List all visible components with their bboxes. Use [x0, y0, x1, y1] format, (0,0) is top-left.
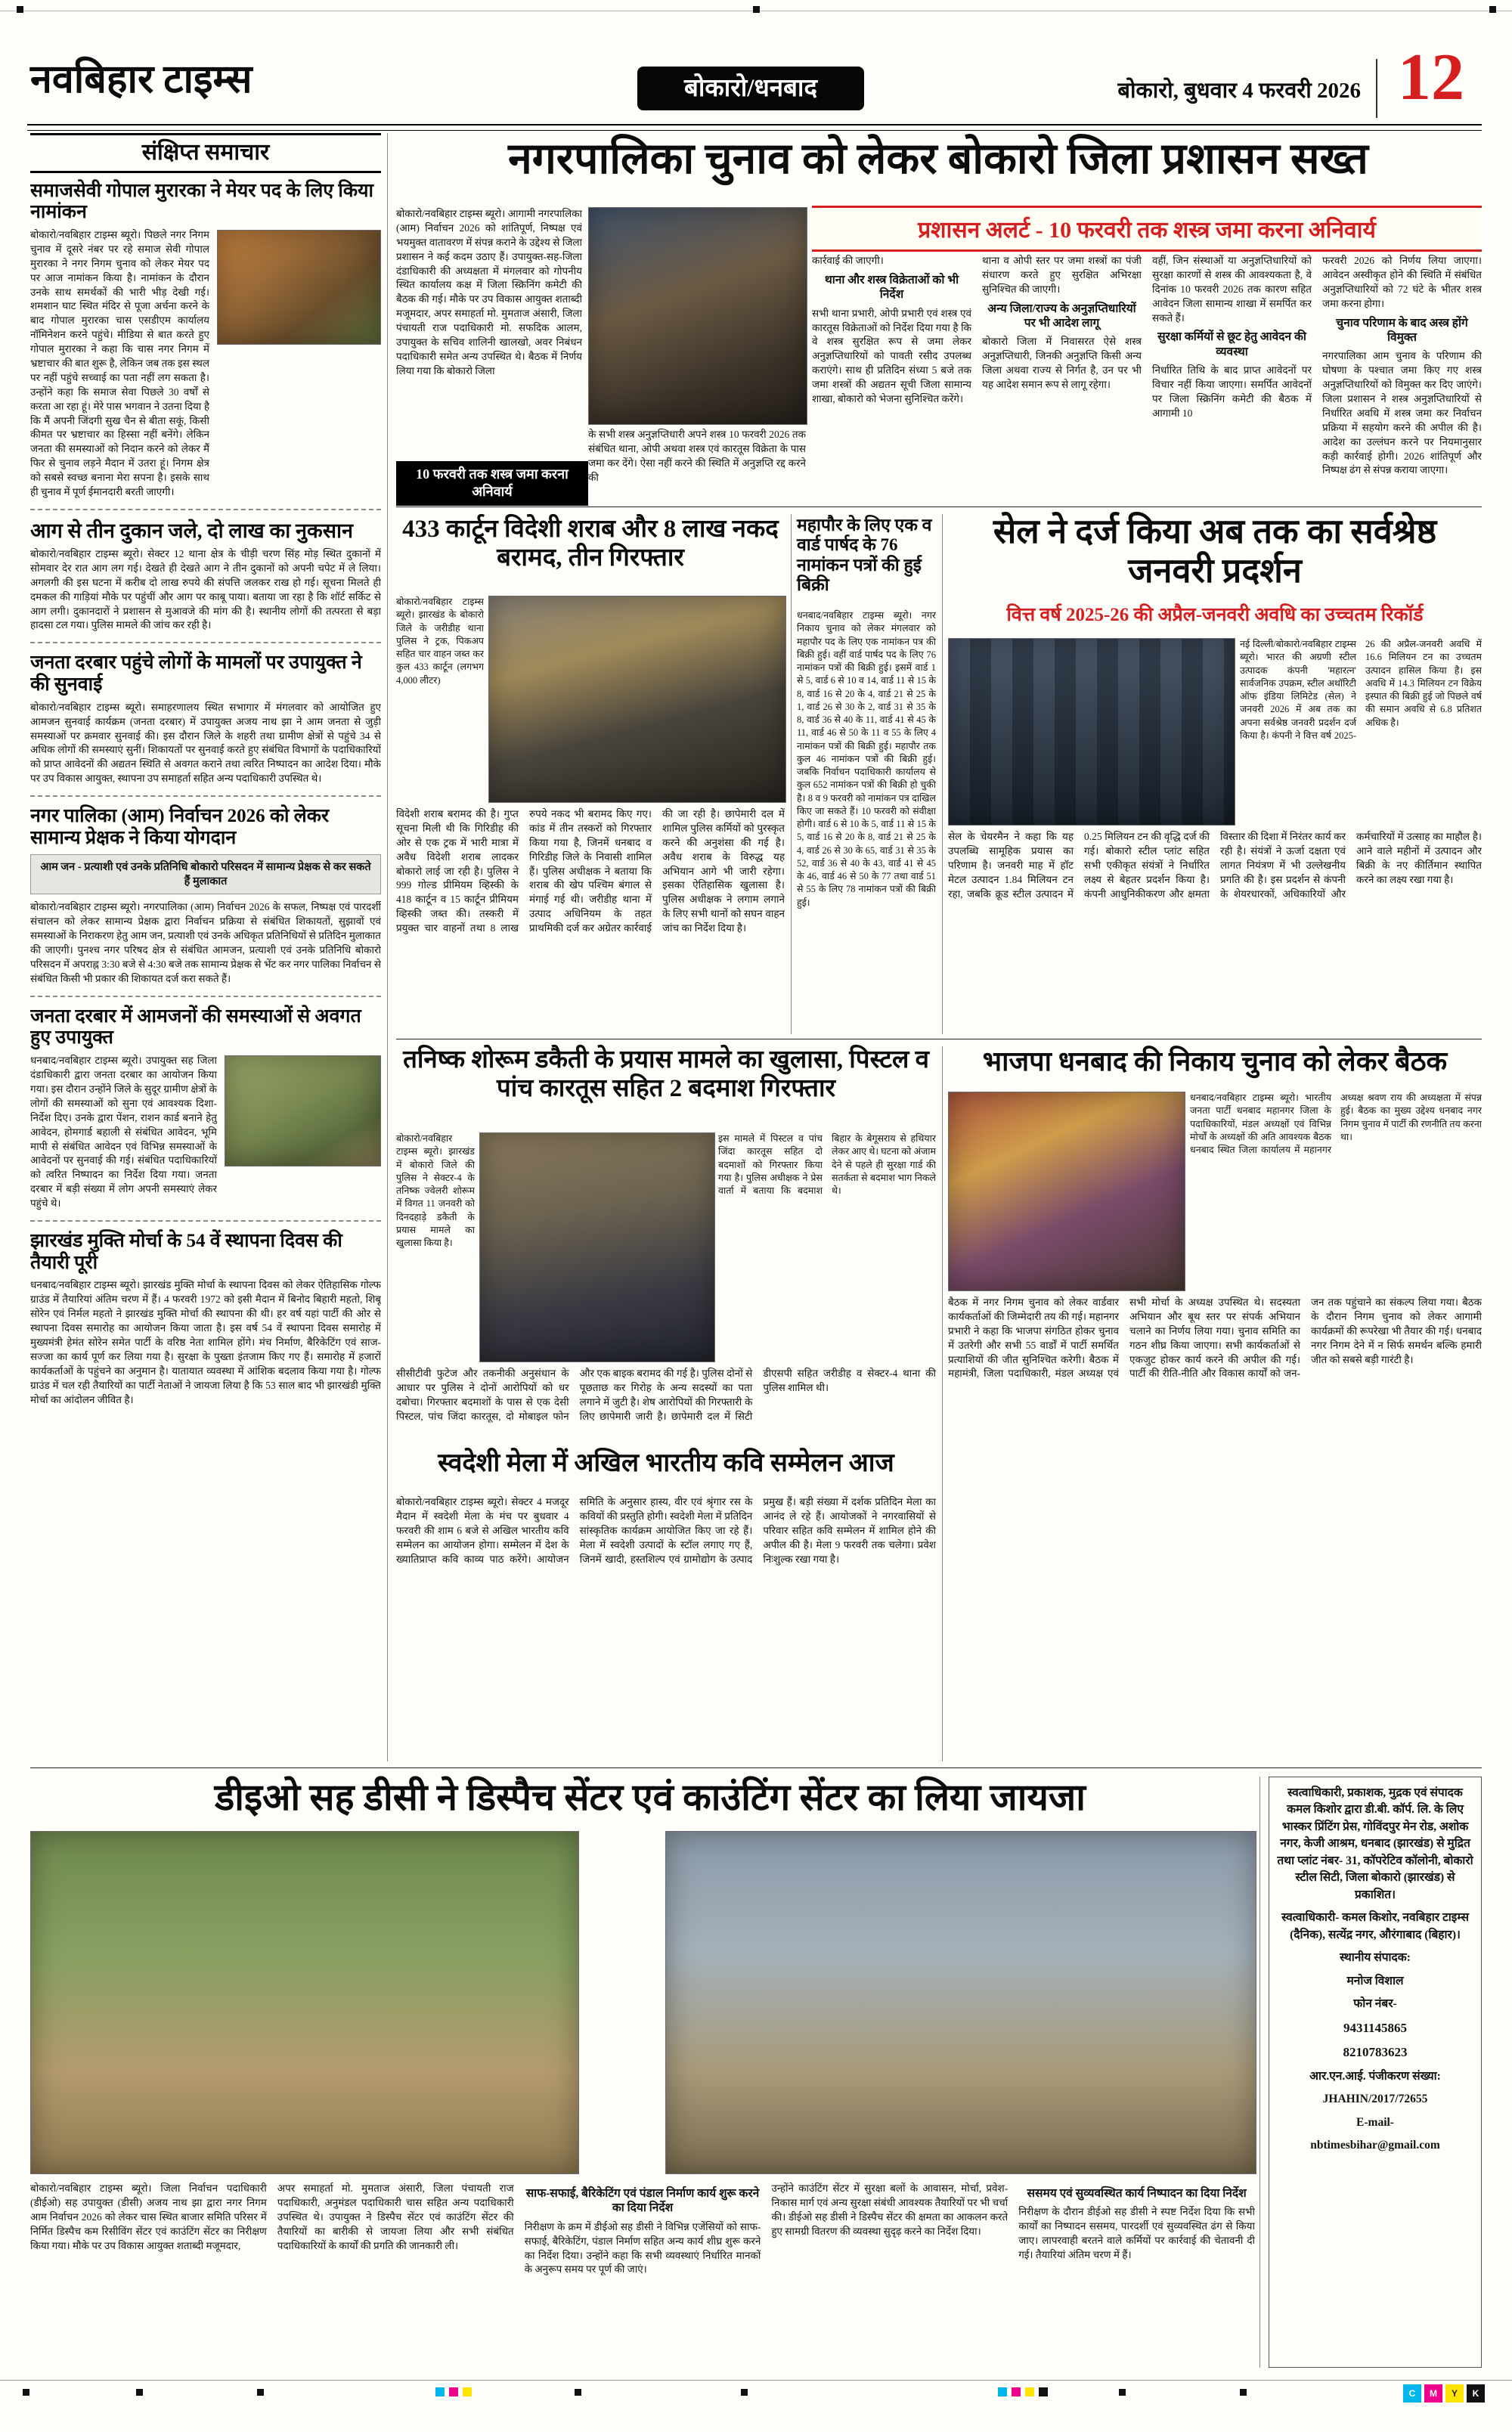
body-text: फरवरी 2026 को निर्णय लिया जाएगा। आवेदन अस्वीकृत होने की स्थिति में संबंधित अनुज्ञप्तिधारियों को 72 घंटे के भीतर शस्त्र जमा करना होगा। [1322, 255, 1482, 309]
dispatch-headline: डीइओ सह डीसी ने डिस्पैच सेंटर एवं काउंटिंग सेंटर का लिया जायजा [215, 1777, 1086, 1818]
brief-body: बोकारो/नवबिहार टाइम्स ब्यूरो। सेक्टर 12 थाना क्षेत्र के चीड़ी चरण सिंह मोड़ स्थित दुकानों में सोमवार देर रात आग लग गई। देखते ही देखते आग ने तीन दुकानों को अपनी चपेट में ले लिया। अगलगी की इस घटना में करीब दो लाख रुपये की संपत्ति जलकर राख हो गई। सूचना मिलते ही दमकल की गाड़ियां मौके पर पहुंचीं और आग पर काबू पाया। बताया जा रहा है कि शॉर्ट सर्किट से आग लगी। दुकानदारों ने प्रशासन से मुआवजे की मांग की है। स्थानीय लोगों की तत्परता से बड़ा हादसा टल गया। पुलिस मामले की जांच कर रही है। [30, 547, 381, 631]
liquor-headline: 433 कार्टून विदेशी शराब और 8 लाख नकद बरामद, तीन गिरफ्तार [402, 516, 779, 572]
brief-item [30, 806, 381, 987]
body-text: बोकारो जिला में निवासरत ऐसे शस्त्र अनुज्ञप्तिधारी, जिनकी अनुज्ञप्ति किसी अन्य जिला अथवा राज्य से निर्गत है, उन पर भी यह आदेश समान रूप से लागू रहेगा। [982, 336, 1142, 391]
janata-darbar-photo [225, 1055, 381, 1166]
tanishq-headline: तनिष्क शोरूम डकैती के प्रयास मामले का खुलासा, पिस्टल व पांच कारतूस सहित 2 बदमाश गिरफ्तार [403, 1046, 929, 1102]
color-dots [998, 2387, 1048, 2396]
bjp-meeting-photo [948, 1092, 1185, 1291]
brief-body: बोकारो/नवबिहार टाइम्स ब्यूरो। पिछले नगर निगम चुनाव में दूसरे नंबर पर रहे समाज सेवी गोपाल मुरारका ने नगर निगम चुनाव को लेकर मेयर पद पर आज नामांकन किया है। नामांकन के दौरान उनके साथ समर्थकों की भारी भीड़ देखी गई। शमशान घाट स्थित मंदिर से पूजा अर्चना करने के बाद गोपाल मुरारका चास एसडीएम कार्यालय नॉमिनेशन करने पहुंचे। मीडिया से बात करते हुए गोपाल मुरारका ने कहा कि चास नगर निगम में भ्रष्टाचार की बात शुरू है, लेकिन जब तक इस स्थल पर नहीं पहुंचे सच्चाई का पता नहीं लग सकता है। उन्होंने कहा कि समाज सेवा पिछले 30 वर्षों से करता आ रहा हूं। मेरे पास भगवान ने उतना दिया है कि मैं अपनी जिंदगी सुख चैन से बीता सकूं, किसी कीमत पर भ्रष्टाचार का हिस्सा नहीं बनेंगे। लेकिन जनता की समस्याओं को निदान करने को लेकर मैं फिर से चुनाव लड़ने मैदान में उतरा हूं। निगम क्षेत्र को सबसे स्वच्छ बनाना मेरा सपना है। इसके साथ ही चुनाव में पूर्ण ईमानदारी बरती जाएगी। [30, 229, 209, 498]
phone-number: 8210783623 [1343, 2045, 1408, 2060]
registration-mark [257, 2389, 264, 2396]
steel-coils-photo [948, 638, 1235, 826]
tanishq-arrest-photo [479, 1132, 715, 1362]
main-col-3 [1152, 254, 1312, 500]
masthead: नवबिहार टाइम्स [30, 58, 253, 101]
bjp-headline: भाजपा धनबाद की निकाय चुनाव को लेकर बैठक [982, 1046, 1448, 1077]
black-dot [1039, 2387, 1048, 2396]
rail-column-rule [387, 133, 388, 1761]
brief-body: धनबाद/नवबिहार टाइम्स ब्यूरो। उपायुक्त सह जिला दंडाधिकारी द्वारा जनता दरबार का आयोजन किया गया। इस दौरान उन्होंने जिले के सुदूर ग्रामीण क्षेत्रों के लोगों की समस्याओं को सुना एवं आवश्यक दिशा-निर्देश दिए। उनके द्वारा पेंशन, राशन कार्ड बनाने हेतु आवेदन, होमगार्ड बहाली से संबंधित आवेदन, भूमि मापी से संबंधित आवेदन एवं विभिन्न समस्याओं के आवेदनों पर सुनवाई की गई। संबंधित पदाधिकारियों को त्वरित निष्पादन का निर्देश दिया गया। जनता दरबार में बड़ी संख्या में लोग अपनी समस्याएं लेकर पहुंचे थे। [30, 1055, 217, 1210]
main-black-bar: 10 फरवरी तक शस्त्र जमा करना अनिवार्य [396, 461, 588, 506]
brief-item [30, 1006, 381, 1211]
cmyk-m-square: M [1424, 2384, 1442, 2403]
main-subhead-release: चुनाव परिणाम के बाद अस्त्र होंगे विमुक्त [1336, 316, 1468, 344]
main-col-4 [1322, 254, 1482, 500]
imprint-line: स्वत्वाधिकारी, प्रकाशक, मुद्रक एवं संपादक कमल किशोर द्वारा डी.बी. कॉर्प. लि. के लिए भास्कर प्रिंटिंग प्रेस, गोविंदपुर मेन रोड, अशोक नगर, केजी आश्रम, धनबाद (झारखंड) से मुद्रित तथा प्लांट नंबर- 31, कॉपरेटिव कॉलोनी, बोकारो स्टील सिटी, जिला बोकारो (झारखंड) से प्रकाशित। [1277, 1786, 1473, 1901]
body-text: अपर समाहर्ता मो. मुमताज अंसारी, जिला पंचायती राज पदाधिकारी, अनुमंडल पदाधिकारी चास सहित अन्य पदाधिकारी उपस्थित थे। उपायुक्त ने डिस्पैच सेंटर एवं काउंटिंग सेंटर की तैयारियों का बारीकी से जायजा लिया और सभी संबंधित पदाधिकारियों के कार्यों की प्रगति की जानकारी ली। [277, 2183, 514, 2251]
section-rule [30, 1767, 1482, 1768]
yellow-dot [463, 2387, 472, 2396]
brief-headline: आग से तीन दुकान जले, दो लाख का नुकसान [30, 519, 353, 542]
body-text: कार्रवाई की जाएगी। [812, 255, 884, 266]
main-columns [812, 254, 1482, 500]
bottom-rule [0, 2380, 1512, 2381]
kavi-headline: स्वदेशी मेला में अखिल भारतीय कवि सम्मेलन आज [438, 1449, 894, 1477]
main-col-2 [982, 254, 1142, 500]
nomination-crowd-photo [217, 230, 381, 345]
tanishq-body: सीसीटीवी फुटेज और तकनीकी अनुसंधान के आधार पर पुलिस ने दोनों आरोपियों को धर दबोचा। गिरफ्तार बदमाशों के पास से एक देसी पिस्टल, पांच जिंदा कारतूस, दो मोबाइल फोन और एक बाइक बरामद की गई है। पुलिस दोनों से पूछताछ कर गिरोह के अन्य सदस्यों का पता लगाने में जुटी है। शेष आरोपियों की गिरफ्तारी के लिए छापेमारी जारी है। छापेमारी दल में सिटी डीएसपी सहित जरीडीह व सेक्टर-4 थाना की पुलिस शामिल थी। [396, 1368, 936, 1422]
cyan-dot [998, 2387, 1007, 2396]
registration-mark [17, 6, 23, 13]
dispatch-col-4 [771, 2182, 1008, 2372]
dispatch-subhead-1: साफ-सफाई, बैरिकेटिंग एवं पंडाल निर्माण कार्य शुरू करने का दिया निर्देश [525, 2187, 760, 2215]
registration-mark [1240, 2389, 1247, 2396]
header-divider [1376, 59, 1377, 118]
bjp-body: बैठक में नगर निगम चुनाव को लेकर वार्डवार कार्यकर्ताओं की जिम्मेदारी तय की गई। महानगर प्रभारी ने कहा कि भाजपा संगठित होकर चुनाव में उतरेगी और सभी 55 वार्डों में पार्टी समर्थित प्रत्याशियों की जीत सुनिश्चित करेगी। बैठक में महामंत्री, जिला पदाधिकारी, मंडल अध्यक्ष एवं सभी मोर्चा के अध्यक्ष उपस्थित थे। सदस्यता अभियान और बूथ स्तर पर संपर्क अभियान चलाने का निर्णय लिया गया। चुनाव समिति का गठन शीघ्र किया जाएगा। सभी कार्यकर्ताओं से एकजुट होकर कार्य करने की अपील की गई। पार्टी की रीति-नीति और विकास कार्यों को जन-जन तक पहुंचाने का संकल्प लिया गया। बैठक के दौरान निगम चुनाव को लेकर आगामी कार्यक्रमों की रूपरेखा भी तैयार की गई। धनबाद नगर निगम देने में न सिर्फ समर्थन बल्कि हमारी जीत को सबसे बड़ी गारंटी है। [948, 1297, 1482, 1380]
main-subhead-security: सुरक्षा कर्मियों से छूट हेतु आवेदन की व्यवस्था [1157, 330, 1306, 358]
main-headline: नगरपालिका चुनाव को लेकर बोकारो जिला प्रशासन सख्त [508, 135, 1368, 183]
brief-body: बोकारो/नवबिहार टाइम्स ब्यूरो। समाहरणालय स्थित सभागार में मंगलवार को आयोजित हुए आमजन सुनवाई कार्यक्रम (जनता दरबार) में उपायुक्त अजय नाथ झा ने आम जनता से जुड़ी समस्याओं पर क्रमवार सुनवाई की। इस दौरान जिले के शहरी तथा ग्रामीण क्षेत्रों से पहुंचे 34 से अधिक लोगों की समस्याएं सुनीं। शिकायतों पर सुनवाई करते हुए संबंधित विभागों के पदाधिकारियों को प्राप्त आवेदनों की अद्यतन स्थिति से अवगत कराने तथा त्वरित निष्पादन का आदेश दिया। मौके पर उप विकास आयुक्त, स्थापना उप समाहर्ता सहित अन्य पदाधिकारी उपस्थित थे। [30, 701, 381, 785]
main-lead: बोकारो/नवबिहार टाइम्स ब्यूरो। आगामी नगरपालिका (आम) निर्वाचन 2026 को शांतिपूर्ण, निष्पक्ष एवं भयमुक्त वातावरण में संपन्न कराने के उद्देश्य से जिला प्रशासन ने कई कदम उठाए हैं। उपायुक्त-सह-जिला दंडाधिकारी की अध्यक्षता में मंगलवार को गोपनीय स्थित कार्यालय कक्ष में जिला स्क्रिनिंग कमेटी की बैठक की गई। मौके पर उप विकास आयुक्त शताब्दी मजूमदार, अपर समाहर्ता मो. मुमताज अंसारी, जिला पंचायती राज पदाधिकारी मो. सफदिक आलम, उपायुक्त के सचिव शालिनी खालखो, अवर निबंधन पदाधिकारी समेत अन्य उपस्थित थे। बैठक में निर्णय लिया गया कि बोकारो जिला [396, 208, 582, 376]
brief-item [30, 1231, 381, 1408]
body-text: थाना व ओपी स्तर पर जमा शस्त्रों का पंजी संधारण करते हुए सुरक्षित अभिरक्षा सुनिश्चित की जाएगी। [982, 255, 1142, 295]
brief-divider [30, 996, 381, 997]
briefs-section-title: संक्षिप्त समाचार [30, 133, 381, 173]
cmyk-k-square: K [1467, 2384, 1485, 2403]
official-desk-photo [588, 207, 807, 425]
registration-mark [741, 2389, 748, 2396]
column-rule [942, 514, 943, 1034]
body-text: सभी थाना प्रभारी, ओपी प्रभारी एवं शस्त्र एवं कारतूस विक्रेताओं को निर्देश दिया गया है कि वे शस्त्र सुरक्षित रूप से जमा लेकर अनुज्ञप्तिधारियों को पावती रसीद उपलब्ध कराएंगे। साथ ही प्रतिदिन संध्या 5 बजे तक जमा शस्त्रों की अद्यतन सूची जिला सामान्य शाखा, बोकारो को भेजना सुनिश्चित करेंगे। [812, 307, 971, 404]
body-text: नगरपालिका आम चुनाव के परिणाम की घोषणा के पश्चात जमा किए गए शस्त्र अनुज्ञप्तिधारियों को विमुक्त कर दिए जाएंगे। जिला प्रशासन ने शस्त्र अनुज्ञप्तिधारियों से निर्धारित अवधि में शस्त्र जमा कर निर्वाचन प्रक्रिया में सहयोग करने की अपील की है। आदेश का उल्लंघन करने पर नियमानुसार कड़ी कार्रवाई होगी। 2026 शांतिपूर्ण और निष्पक्ष ढंग से संपन्न कराया जाएगा। [1322, 350, 1482, 476]
brief-item [30, 181, 381, 500]
brief-highlight-box: आम जन - प्रत्याशी एवं उनके प्रतिनिधि बोकारो परिसदन में सामान्य प्रेक्षक से कर सकते हैं मुलाकात [30, 854, 381, 895]
dispatch-inspection-photo-1 [30, 1831, 579, 2174]
imprint-line: E-mail- [1356, 2115, 1394, 2129]
main-under-photo-text: के सभी शस्त्र अनुज्ञप्तिधारी अपने शस्त्र 10 फरवरी 2026 तक संबंधित थाना, ओपी अथवा शस्त्र एवं कारतूस विक्रेता के पास जमा कर देंगे। ऐसा नहीं करने की स्थिति में अनुज्ञप्ति रद्द करने की [588, 429, 806, 483]
bjp-side-text: धनबाद/नवबिहार टाइम्स ब्यूरो। भारतीय जनता पार्टी धनबाद महानगर जिला के पदाधिकारियों, मंडल अध्यक्षों एवं विभिन्न मोर्चों के अध्यक्षों की अति आवश्यक बैठक धनबाद स्थित जिला कार्यालय में महानगर अध्यक्ष श्रवण राय की अध्यक्षता में संपन्न हुई। बैठक का मुख्य उद्देश्य धनबाद नगर निगम चुनाव में पार्टी की रणनीति तय करना था। [1190, 1092, 1482, 1155]
registration-mark [753, 6, 760, 13]
body-text: निर्धारित तिथि के बाद प्राप्त आवेदनों पर विचार नहीं किया जाएगा। समर्पित आवेदनों पर जिला स्क्रिनिंग कमेटी की बैठक में आगामी 10 [1152, 364, 1312, 419]
yellow-dot [1025, 2387, 1034, 2396]
sail-side-text: नई दिल्ली/बोकारो/नवबिहार टाइम्स ब्यूरो। भारत की अग्रणी स्टील उत्पादक कंपनी 'महारत्न' सार्वजनिक उपक्रम, स्टील अथॉरिटी ऑफ इंडिया लिमिटेड (सेल) ने जनवरी 2026 में अब तक का अपना सर्वश्रेष्ठ जनवरी प्रदर्शन दर्ज किया है। कंपनी ने वित्त वर्ष 2025-26 की अप्रैल-जनवरी अवधि में 16.6 मिलियन टन का उच्चतम उत्पादन हासिल किया है। इस अवधि में 14.3 मिलियन टन विक्रेय इस्पात की बिक्री हुई जो पिछले वर्ष की समान अवधि से 6.8 प्रतिशत अधिक है। [1240, 639, 1482, 741]
brief-divider [30, 795, 381, 797]
dispatch-col-2 [277, 2182, 514, 2372]
column-rule [791, 514, 792, 1034]
body-text: वहीं, जिन संस्थाओं या अनुज्ञप्तिधारियों को सुरक्षा कारणों से शस्त्र की आवश्यकता है, वे दिनांक 10 फरवरी 2026 तक कारण सहित आवेदन जिला सामान्य शाखा में समर्पित कर सकते हैं। [1152, 255, 1312, 324]
imprint-line: आर.एन.आई. पंजीकरण संख्या: [1309, 2069, 1441, 2083]
dispatch-col-3 [525, 2182, 761, 2372]
cmyk-y-square: Y [1445, 2384, 1464, 2403]
column-rule [1259, 1777, 1260, 2368]
alert-banner: प्रशासन अलर्ट - 10 फरवरी तक शस्त्र जमा करना अनिवार्य [812, 206, 1482, 252]
rni-number: JHAHIN/2017/72655 [1322, 2093, 1428, 2106]
imprint-line: स्वत्वाधिकारी- कमल किशोर, नवबिहार टाइम्स (दैनिक), सत्येंद्र नगर, औरंगाबाद (बिहार)। [1281, 1911, 1469, 1941]
brief-divider [30, 642, 381, 643]
brief-body: धनबाद/नवबिहार टाइम्स ब्यूरो। झारखंड मुक्ति मोर्चा के स्थापना दिवस को लेकर ऐतिहासिक गोल्फ ग्राउंड में तैयारियां अंतिम चरण में हैं। 4 फरवरी 1972 को इसी मैदान में बिनोद बिहारी महतो, शिबू सोरेन एवं निर्मल महतो ने झारखंड मुक्ति मोर्चा की स्थापना की थी। हर वर्ष यहां पार्टी की ओर से स्थापना दिवस समारोह का आयोजन किया जाता है। इस वर्ष 54 वें स्थापना दिवस समारोह में मुख्यमंत्री हेमंत सोरेन समेत पार्टी के वरिष्ठ नेता शामिल होंगे। मंच निर्माण, बैरिकेटिंग एवं साज-सज्जा का कार्य पूर्ण कर लिया गया है। सुरक्षा के पुख्ता इंतजाम किए गए हैं। समारोह में हजारों कार्यकर्ताओं के पहुंचने का अनुमान है। यातायात व्यवस्था में आंशिक बदलाव किया गया है। गोल्फ ग्राउंड में चल रही तैयारियों का पार्टी नेताओं ने जायजा लिया है कि 53 साल बाद भी झारखंडी मुक्ति मोर्चा का आंदोलन जीवित है। [30, 1279, 381, 1405]
registration-mark [23, 2389, 29, 2396]
brief-headline: जनता दरबार में आमजनों की समस्याओं से अवगत हुए उपायुक्त [30, 1005, 361, 1049]
tanishq-left-text: बोकारो/नवबिहार टाइम्स ब्यूरो। झारखंड में बोकारो जिले की पुलिस ने सेक्टर-4 के तनिष्क ज्वेलरी शोरूम में विगत 11 जनवरी को दिनदहाड़े डकैती के प्रयास मामले का खुलासा किया है। [396, 1133, 475, 1248]
liquor-body: विदेशी शराब बरामद की है। गुप्त सूचना मिली थी कि गिरिडीह की ओर से एक ट्रक में भारी मात्रा में अवैध विदेशी शराब लादकर बोकारो लाई जा रही है। पुलिस ने 999 गोल्ड प्रीमियम व्हिस्की के 418 कार्टून व 15 कार्टून प्रीमियम व्हिस्की जब्त की। तस्करी में प्रयुक्त चार वाहनों तथा 8 लाख रुपये नकद भी बरामद किए गए। कांड में तीन तस्करों को गिरफ्तार किया गया है, जिनमें धनबाद व गिरिडीह जिले के निवासी शामिल हैं। पुलिस अधीक्षक ने बताया कि शराब की खेप पश्चिम बंगाल से मंगाई गई थी। जरीडीह थाना में उत्पाद अधिनियम के तहत प्राथमिकी दर्ज कर अग्रेतर कार्रवाई की जा रही है। छापेमारी दल में शामिल पुलिस कर्मियों को पुरस्कृत करने की अनुशंसा की गई है। अवैध शराब के विरुद्ध यह अभियान आगे भी जारी रहेगा। इसका ऐतिहासिक खुलासा है। पुलिस अधीक्षक ने लगाम लगाने के लिए सभी थानों को सघन वाहन जांच का निर्देश दिया है। [396, 808, 785, 934]
cmyk-c-square: C [1403, 2384, 1421, 2403]
main-col-1 [812, 254, 971, 500]
registration-mark [1489, 6, 1496, 13]
dispatch-columns [30, 2182, 1255, 2372]
brief-headline: जनता दरबार पहुंचे लोगों के मामलों पर उपायुक्त ने की सुनवाई [30, 652, 362, 696]
magenta-dot [449, 2387, 458, 2396]
page-number: 12 [1398, 41, 1464, 114]
dispatch-subhead-2: ससमय एवं सुव्यवस्थित कार्य निष्पादन का दिया निर्देश [1027, 2187, 1247, 2200]
wards-headline: महापौर के लिए एक व वार्ड पार्षद के 76 नामांकन पत्रों की हुई बिक्री [797, 516, 932, 595]
email-address: nbtimesbihar@gmail.com [1310, 2139, 1440, 2152]
sail-body: सेल के चेयरमैन ने कहा कि यह उपलब्धि सामूहिक प्रयास का परिणाम है। जनवरी माह में हॉट मेटल उत्पादन 1.84 मिलियन टन रहा, जबकि क्रूड स्टील उत्पादन में 0.25 मिलियन टन की वृद्धि दर्ज की गई। बोकारो स्टील प्लांट सहित सभी एकीकृत संयंत्रों ने निर्धारित लक्ष्य से बेहतर प्रदर्शन किया है। कंपनी आधुनिकीकरण और क्षमता विस्तार की दिशा में निरंतर कार्य कर रही है। संयंत्रों ने ऊर्जा दक्षता एवं लागत नियंत्रण में भी उल्लेखनीय प्रगति की है। इस प्रदर्शन से कंपनी के शेयरधारकों, अधिकारियों और कर्मचारियों में उत्साह का माहौल है। आने वाले महीनों में उत्पादन और बिक्री के नए कीर्तिमान स्थापित करने का लक्ष्य रखा गया है। [948, 831, 1482, 900]
brief-body: बोकारो/नवबिहार टाइम्स ब्यूरो। नगरपालिका (आम) निर्वाचन 2026 के सफल, निष्पक्ष एवं पारदर्शी संचालन को लेकर सामान्य प्रेक्षक द्वारा निर्वाचन प्रक्रिया से संबंधित शिकायतों, सुझावों एवं समस्याओं के निराकरण हेतु आम जन, प्रत्याशी एवं उनके अधिकृत प्रतिनिधियों से प्रतिदिन मुलाकात की जाएगी। पुनश्च नगर परिषद क्षेत्र से संबंधित आमजन, प्रत्याशी एवं उनके प्रतिनिधि बोकारो परिसदन में अपराह्न 3:30 बजे से 4:30 बजे तक सामान्य प्रेक्षक से भेंट कर नगर पालिका निर्वाचन से संबंधित किसी भी प्रकार की शिकायत दर्ज करा सकते हैं। [30, 901, 381, 984]
edition-badge: बोकारो/धनबाद [637, 67, 864, 110]
body-text: निरीक्षण के दौरान डीईओ सह डीसी ने स्पष्ट निर्देश दिया कि सभी कार्यों का निष्पादन ससमय, पारदर्शी एवं सुव्यवस्थित ढंग से किया जाए। लापरवाही बरतने वाले कर्मियों पर कार्रवाई की चेतावनी दी गई। तैयारियां अंतिम चरण में हैं। [1018, 2206, 1255, 2261]
dateline: बोकारो, बुधवार 4 फरवरी 2026 [1117, 79, 1361, 103]
liquor-side-text: बोकारो/नवबिहार टाइम्स ब्यूरो। झारखंड के बोकारो जिले के जरीडीह थाना पुलिस ने ट्रक, पिकअप सहित चार वाहन जब्त कर कुल 433 कार्टून (लगभग 4,000 लीटर) [396, 596, 484, 686]
brief-headline: समाजसेवी गोपाल मुरारका ने मेयर पद के लिए किया नामांकन [30, 180, 374, 223]
column-rule [942, 1046, 943, 1761]
registration-mark [136, 2389, 143, 2396]
phone-number: 9431145865 [1343, 2020, 1408, 2035]
cyan-dot [435, 2387, 445, 2396]
registration-mark [575, 2389, 581, 2396]
wards-body: धनबाद/नवबिहार टाइम्स ब्यूरो। नगर निकाय चुनाव को लेकर मंगलवार को महापौर पद के लिए एक नामांकन पत्र की बिक्री हुई। वहीं वार्ड पार्षद पद के लिए 76 नामांकन पत्रों की बिक्री हुई। इसमें वार्ड 1 से 5, वार्ड 6 से 10 व 14, वार्ड 11 से 15 के 8, वार्ड 16 से 20 के 4, वार्ड 21 से 25 के 1, वार्ड 26 से 30 के 2, वार्ड 31 से 35 के 8, वार्ड 36 से 40 के 11, वार्ड 41 से 45 के 11, वार्ड 46 से 50 के 11 व 55 के लिए 4 नामांकन पत्रों की बिक्री हुई। महापौर तक कुल 46 नामांकन पत्रों की बिक्री हुई। जबकि निर्वाचन पदाधिकारी कार्यालय से कुल 652 नामांकन पत्रों की बिक्री हो चुकी है। 8 व 9 फरवरी को नामांकन पत्र दाखिल किए जा सकते हैं। 10 फरवरी को संवीक्षा होगी। वार्ड 6 से 10 के 5, वार्ड 11 से 15 के 5, वार्ड 16 से 20 के 8, वार्ड 21 से 25 के 4, वार्ड 26 से 30 के 65, वार्ड 31 से 35 के 52, वार्ड 36 से 40 के 43, वार्ड 41 से 45 के 46, वार्ड 46 से 50 के 77 तथा वार्ड 51 से 55 के लिए 78 नामांकन पत्रों की बिक्री हुई। [797, 610, 936, 908]
tanishq-right-text: इस मामले में पिस्टल व पांच जिंदा कारतूस सहित दो बदमाशों को गिरफ्तार किया गया है। पुलिस अधीक्षक ने प्रेस वार्ता में बताया कि बदमाश बिहार के बेगूसराय से हथियार लेकर आए थे। घटना को अंजाम देने से पहले ही सुरक्षा गार्ड की सतर्कता से बदमाश भाग निकले थे। [718, 1133, 936, 1196]
briefs-rail [30, 133, 381, 1758]
sail-headline: सेल ने दर्ज किया अब तक का सर्वश्रेष्ठ जनवरी प्रदर्शन [993, 513, 1437, 590]
liquor-seizure-photo [488, 596, 786, 803]
magenta-dot [1012, 2387, 1021, 2396]
brief-headline: झारखंड मुक्ति मोर्चा के 54 वें स्थापना दिवस की तैयारी पूरी [30, 1230, 342, 1273]
sail-deck: वित्त वर्ष 2025-26 की अप्रैल-जनवरी अवधि का उच्चतम रिकॉर्ड [1006, 605, 1424, 625]
brief-divider [30, 1220, 381, 1222]
brief-headline: नगर पालिका (आम) निर्वाचन 2026 को लेकर सामान्य प्रेक्षक ने किया योगदान [30, 806, 330, 848]
brief-item [30, 519, 381, 633]
body-text: निरीक्षण के क्रम में डीईओ सह डीसी ने विभिन्न एजेंसियों को साफ-सफाई, बैरिकेटिंग, पंडाल निर्माण सहित अन्य कार्य शीघ्र शुरू करने का निर्देश दिया। उन्होंने कहा कि सभी व्यवस्थाएं निर्धारित मानकों के अनुरूप समय पर पूर्ण की जाएं। [524, 2220, 761, 2276]
body-text: बोकारो/नवबिहार टाइम्स ब्यूरो। जिला निर्वाचन पदाधिकारी (डीईओ) सह उपायुक्त (डीसी) अजय नाथ झा द्वारा नगर निगम आम निर्वाचन 2026 को लेकर चास स्थित बाजार समिति परिसर में निर्मित डिस्पैच कम रिसीविंग सेंटर एवं काउंटिंग सेंटर का निरीक्षण किया गया। मौके पर उप विकास आयुक्त शताब्दी मजूमदार, [30, 2183, 267, 2251]
main-subhead-thana: थाना और शस्त्र विक्रेताओं को भी निर्देश [824, 273, 959, 302]
body-text: उन्होंने काउंटिंग सेंटर में सुरक्षा बलों के आवासन, मोर्चा, प्रवेश-निकास मार्ग एवं अन्य सुरक्षा संबंधी आवश्यक तैयारियों पर भी चर्चा की। डीईओ सह डीसी ने डिस्पैच सेंटर की क्षमता का आकलन करते हुए सामग्री वितरण की व्यवस्था सुदृढ़ करने का निर्देश दिया। [771, 2183, 1009, 2237]
kavi-body: बोकारो/नवबिहार टाइम्स ब्यूरो। सेक्टर 4 मजदूर मैदान में स्वदेशी मेला के मंच पर बुधवार 4 फरवरी की शाम 6 बजे से अखिल भारतीय कवि सम्मेलन का आयोजन होगा। सम्मेलन में देश के ख्यातिप्राप्त कवि काव्य पाठ करेंगे। आयोजन समिति के अनुसार हास्य, वीर एवं श्रृंगार रस के कवियों की प्रस्तुति होगी। स्वदेशी मेला में प्रतिदिन सांस्कृतिक कार्यक्रम आयोजित किए जा रहे हैं। मेला में स्वदेशी उत्पादों के स्टॉल लगाए गए हैं, जिनमें खादी, हस्तशिल्प एवं ग्रामोद्योग के उत्पाद प्रमुख हैं। बड़ी संख्या में दर्शक प्रतिदिन मेला का आनंद ले रहे हैं। आयोजकों ने नगरवासियों से परिवार सहित कवि सम्मेलन में शामिल होने की अपील की है। मेला 9 फरवरी तक चलेगा। प्रवेश निःशुल्क रखा गया है। [396, 1496, 936, 1565]
color-dots [435, 2387, 472, 2396]
local-editor-name: मनोज विशाल [1346, 1974, 1404, 1987]
header-rule [27, 124, 1482, 131]
registration-mark [1119, 2389, 1126, 2396]
main-subhead-other-district: अन्य जिला/राज्य के अनुज्ञप्तिधारियों पर भी आदेश लागू [987, 302, 1136, 330]
cmyk-registration-block [1403, 2384, 1485, 2403]
imprint-line: स्थानीय संपादक: [1340, 1951, 1411, 1965]
brief-divider [30, 509, 381, 510]
dispatch-inspection-photo-2 [665, 1831, 1256, 2174]
publisher-imprint-box [1269, 1777, 1482, 2368]
brief-item [30, 652, 381, 786]
imprint-line: फोन नंबर- [1353, 1997, 1397, 2011]
dispatch-col-5 [1018, 2182, 1255, 2372]
dispatch-col-1 [30, 2182, 267, 2372]
